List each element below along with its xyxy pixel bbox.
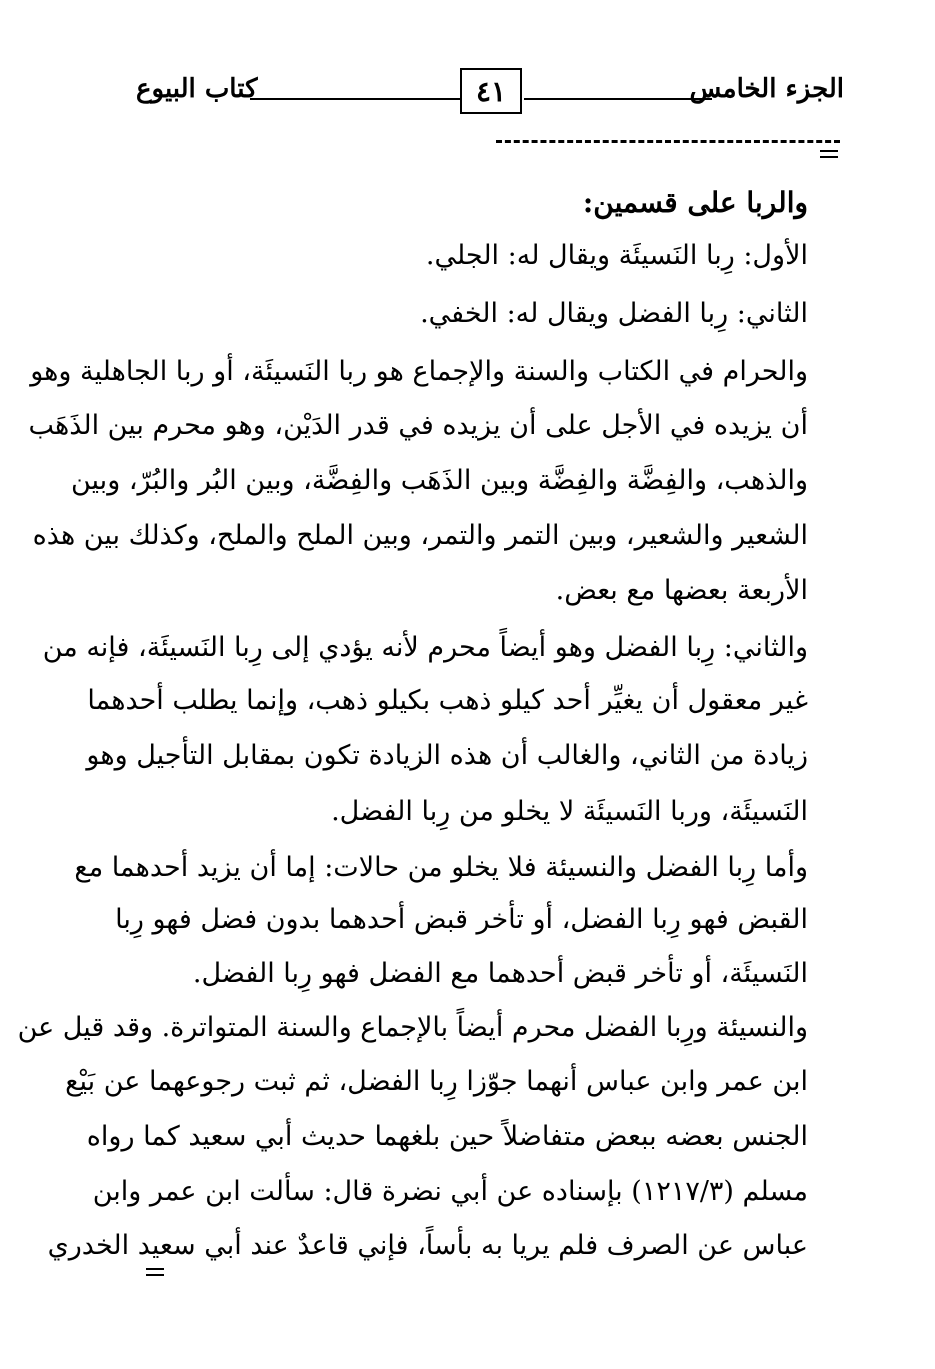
header-rule-left	[250, 98, 482, 100]
text-line: والثاني: رِبا الفضل وهو أيضاً محرم لأنه يؤدي إلى رِبا النَسيئَة، فإنه من	[42, 632, 808, 663]
text-line: مسلم (١٢١٧/٣) بإسناده عن أبي نضرة قال: سألت ابن عمر وابن	[92, 1176, 808, 1207]
text-line: الأربعة بعضها مع بعض.	[555, 575, 808, 606]
text-line: القبض فهو رِبا الفضل، أو تأخر قبض أحدهما بدون فضل فهو رِبا	[115, 904, 808, 935]
text-line: أن يزيده في الأجل على أن يزيده في قدر الدَيْن، وهو محرم بين الذَهَب	[28, 410, 808, 441]
continuation-mark-top	[820, 150, 838, 162]
text-line: ابن عمر وابن عباس أنهما جوّزا رِبا الفضل، ثم ثبت رجوعهما عن بَيْع	[65, 1066, 808, 1097]
header-dashed-rule	[496, 140, 840, 143]
text-line: عباس عن الصرف فلم يريا به بأساً، فإني قاعدٌ عند أبي سعيد الخدري	[47, 1230, 808, 1261]
text-line: النَسيئَة، وربا النَسيئَة لا يخلو من رِبا الفضل.	[331, 796, 808, 827]
page-number: ٤١	[460, 68, 522, 114]
text-line: وأما رِبا الفضل والنسيئة فلا يخلو من حالات: إما أن يزيد أحدهما مع	[74, 852, 808, 883]
continuation-mark-bottom	[146, 1268, 164, 1280]
text-line: والحرام في الكتاب والسنة والإجماع هو ربا النَسيئَة، أو ربا الجاهلية وهو	[30, 356, 808, 387]
section-heading: والربا على قسمين:	[582, 186, 808, 219]
page-header	[128, 68, 848, 122]
text-line: الشعير والشعير، وبين التمر والتمر، وبين الملح والملح، وكذلك بين هذه	[32, 520, 808, 551]
text-line: والذهب، والفِضَّة والفِضَّة وبين الذَهَب والفِضَّة، وبين البُر والبُرّ، وبين	[70, 465, 808, 496]
text-line: غير معقول أن يغيِّر أحد كيلو ذهب بكيلو ذهب، وإنما يطلب أحدهما	[87, 685, 808, 716]
part-title: الجزء الخامس	[689, 74, 844, 104]
book-title: كتاب البيوع	[136, 74, 258, 104]
text-line: النَسيئَة، أو تأخر قبض أحدهما مع الفضل فهو رِبا الفضل.	[192, 958, 808, 989]
text-line: الثاني: رِبا الفضل ويقال له: الخفي.	[420, 298, 808, 329]
header-rule-right	[524, 98, 712, 100]
text-line: والنسيئة ورِبا الفضل محرم أيضاً بالإجماع والسنة المتواترة. وقد قيل عن	[17, 1012, 808, 1043]
text-line: زيادة من الثاني، والغالب أن هذه الزيادة تكون بمقابل التأجيل وهو	[86, 740, 808, 771]
text-line: الجنس بعضه ببعض متفاضلاً حين بلغهما حديث أبي سعيد كما رواه	[86, 1121, 808, 1152]
text-line: الأول: رِبا النَسيئَة ويقال له: الجلي.	[425, 240, 808, 271]
